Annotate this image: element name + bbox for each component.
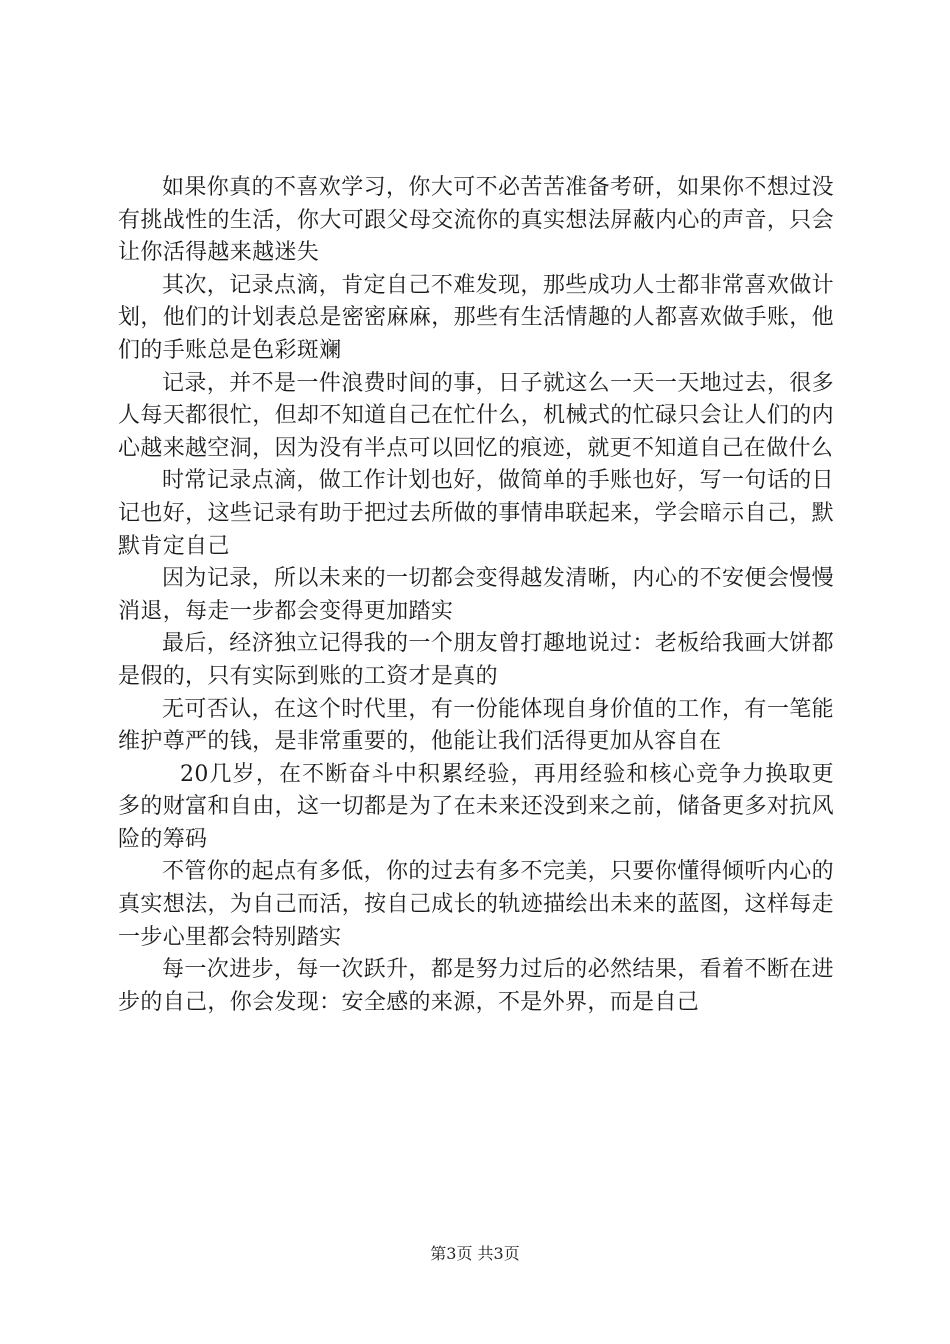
paragraph: 时常记录点滴，做工作计划也好，做简单的手账也好，写一句话的日记也好，这些记录有助于把过去所做的事情串联起来，学会暗示自己，默默肯定自己 bbox=[118, 468, 834, 559]
paragraph: 无可否认，在这个时代里，有一份能体现自身价值的工作，有一笔能维护尊严的钱，是非常重要的，他能让我们活得更加从容自在 bbox=[118, 696, 834, 755]
paragraph: 如果你真的不喜欢学习，你大可不必苦苦准备考研，如果你不想过没有挑战性的生活，你大可跟父母交流你的真实想法屏蔽内心的声音，只会让你活得越来越迷失 bbox=[118, 175, 834, 266]
paragraph: 20几岁，在不断奋斗中积累经验，再用经验和核心竞争力换取更多的财富和自由，这一切都是为了在未来还没到来之前，储备更多对抗风险的筹码 bbox=[118, 761, 834, 852]
paragraph: 最后，经济独立记得我的一个朋友曾打趣地说过：老板给我画大饼都是假的，只有实际到账的工资才是真的 bbox=[118, 631, 834, 689]
paragraph: 记录，并不是一件浪费时间的事，日子就这么一天一天地过去，很多人每天都很忙，但却不知道自己在忙什么，机械式的忙碌只会让人们的内心越来越空洞，因为没有半点可以回忆的痕迹，就更不知道自己在做什么 bbox=[118, 370, 834, 461]
paragraph: 其次，记录点滴，肯定自己不难发现，那些成功人士都非常喜欢做计划，他们的计划表总是密密麻麻，那些有生活情趣的人都喜欢做手账，他们的手账总是色彩斑斓 bbox=[118, 272, 834, 363]
paragraph: 不管你的起点有多低，你的过去有多不完美，只要你懂得倾听内心的真实想法，为自己而活，按自己成长的轨迹描绘出未来的蓝图，这样每走一步心里都会特别踏实 bbox=[118, 859, 834, 950]
document-body bbox=[118, 172, 834, 1019]
paragraph: 因为记录，所以未来的一切都会变得越发清晰，内心的不安便会慢慢消退，每走一步都会变得更加踏实 bbox=[118, 566, 834, 624]
paragraph: 每一次进步，每一次跃升，都是努力过后的必然结果，看着不断在进步的自己，你会发现：安全感的来源，不是外界，而是自己 bbox=[118, 957, 834, 1015]
page-number-footer: 第3页 共3页 bbox=[430, 1244, 520, 1263]
